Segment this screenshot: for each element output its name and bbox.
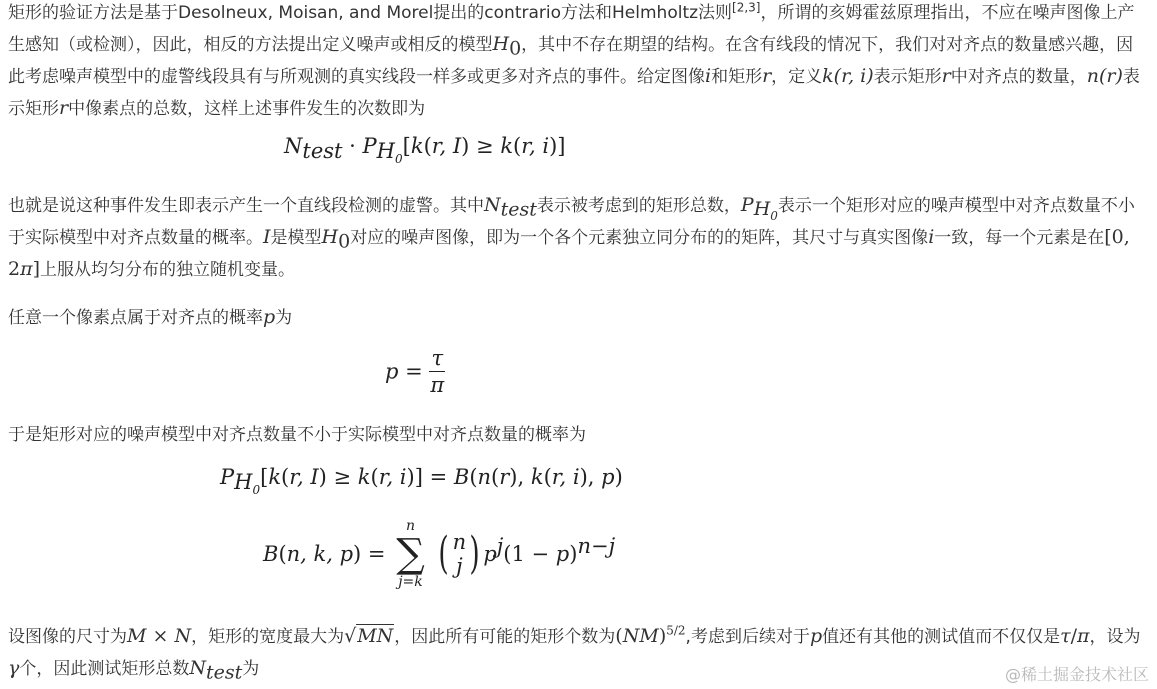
equation-binomial-tail: $P_{H_0}[k(r$, I) ≥ k(r, i)] = B(n(r), k(r, i), p) [220,465,623,498]
math-nm-power: (NM)$^{5/2}$ [615,623,686,647]
site-watermark: @稀土掘金技术社区 [1004,665,1149,684]
math-interval: [0, 2π] [8,226,1130,280]
paragraph-probability-p: 任意一个像素点属于对齐点的概率p为 [8,306,293,328]
paragraph-noise-probability: 于是矩形对应的噪声模型中对齐点数量不小于实际模型中对齐点数量的概率为 [8,425,586,445]
math-m-times-n: M × N [127,625,192,647]
math-sqrt-mn: √MN [344,625,394,647]
equation-event-count: $N_{test} \cdot P_{H_0}[k(r$, I) ≥ k(r, i)] [284,134,566,167]
paragraph-test-count: 设图像的尺寸为M × N，矩形的宽度最大为√MN，因此所有可能的矩形个数为(NM)$^{5/2}$,考虑到后续对于p值还有其他的测试值而不仅仅是τ/π，设为γ个，因此测试矩形总数$N_{test}$为 [8,623,1141,684]
math-k-r-i: k(r, i) [822,65,874,87]
paragraph-contrario-method: 矩形的验证方法是基于Desolneux, Moisan, and Morel提出的contrario方法和Helmholtz法则[2,3]，所谓的亥姆霍兹原理指出，不应在噪声图像上产生感知（或检测），因此，相反的方法提出定义噪声或相反的模型$H_0$，其中不存在期望的结构。在含有线段的情况下，我们对对齐点的数量感兴趣，因此考虑噪声模型中的虚警线段具有与所观测的真实线段一样多或更多对齐点的事件。给定图像i和矩形r，定义k(r, i)表示矩形r中对齐点的数量，n(r)表示矩形r中像素点的总数，这样上述事件发生的次数即为 [8,0,1140,119]
math-h0: H [492,33,510,55]
paragraph-false-alarm: 也就是说这种事件发生即表示产生一个直线段检测的虚警。其中$N_{test}$表示被考虑到的矩形总数，$P_{H_0}$表示一个矩形对应的噪声模型中对齐点数量不小于实际模型中对齐点数量的概率。I是模型$H_0$对应的噪声图像，即为一个各个元素独立同分布的的矩阵，其尺寸与真实图像i一致，每一个元素是在[0, 2π]上服从均匀分布的独立随机变量。 [8,194,1135,280]
equation-binomial-sum: B(n, k, p) = n ∑ j=k ( n j ) $p^j(1 - p)^{n-j}$ [263,518,616,590]
math-n-r: n(r) [1086,65,1123,87]
reference-citation[interactable]: [2,3] [732,0,761,15]
equation-p-tau-pi: p = $\frac{\tau}{\pi}$ [385,346,445,397]
